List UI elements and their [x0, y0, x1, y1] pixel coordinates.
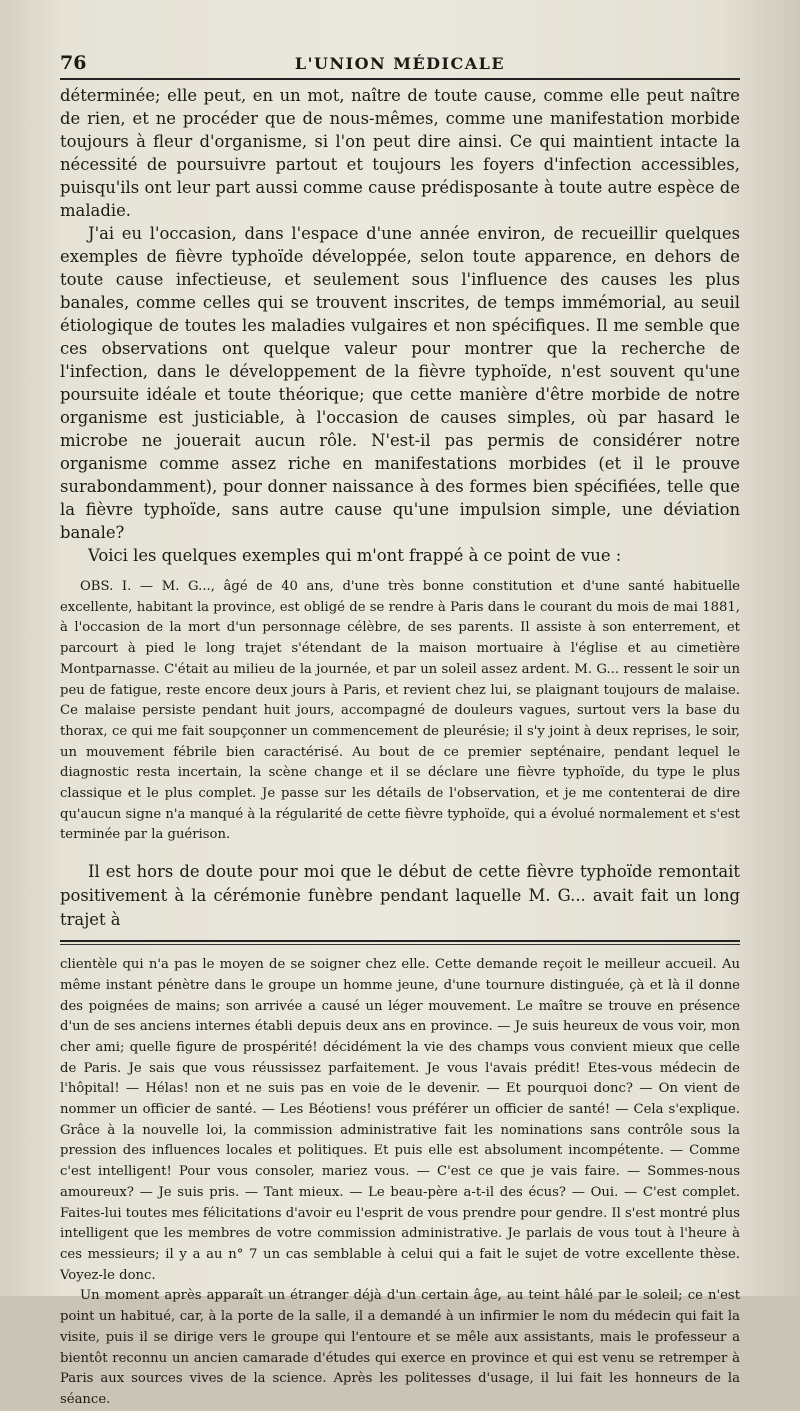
journal-title: L'UNION MÉDICALE — [294, 54, 506, 73]
feuilleton-section — [60, 955, 740, 1410]
observation-text: OBS. I. — M. G..., âgé de 40 ans, d'une très bonne constitution et d'une santé habituelle excellente, habitant la province, est obligé de se rendre à Paris dans le courant du mois de mai 1881, à l'occasion de la mort d'un personnage célèbre, de ses parents. Il assiste à son enterrement, et parcourt à pied le long trajet s'étendant de la maison mortuaire à l'église et au cimetière Montparnasse. C'était au milieu de la journée, et par un soleil assez ardent. M. G... ressent le soir un peu de fatigue, reste encore deux jours à Paris, et revient chez lui, se plaignant toujours de malaise. Ce malaise persiste pendant huit jours, accompagné de douleurs vagues, surtout vers la base du thorax, ce qui me fait soupçonner un commencement de pleurésie; il s'y joint à deux reprises, le soir, un mouvement fébrile bien caractérisé. Au bout de ce premier septénaire, pendant lequel le diagnostic resta incertain, la scène change et il se déclare une fièvre typhoïde, du type le plus classique et le plus complet. Je passe sur les détails de l'observation, et je me contenterai de dire qu'aucun signe n'a manqué à la régularité de cette fièvre typhoïde, qui a évolué normalement et s'est terminée par la guérison. — [60, 579, 740, 843]
article-paragraph: J'ai eu l'occasion, dans l'espace d'une année environ, de recueillir quelques exemples de fièvre typhoïde développée, selon toute apparence, en dehors de toute cause infectieuse, et seulement sous l'influence des causes les plus banales, comme celles qui se trouvent inscrites, de temps immémorial, au seuil étiologique de toutes les maladies vulgaires et non spécifiques. Il me semble que ces observations ont quelque valeur pour montrer que la recherche de l'infection, dans le développement de la fièvre typhoïde, n'est souvent qu'une poursuite idéale et toute théorique; que cette manière d'être morbide de notre organisme est justiciable, à l'occasion de causes simples, où par hasard le microbe ne jouerait aucun rôle. N'est-il pas permis de considérer notre organisme comme assez riche en manifestations morbides (et il le prouve surabondamment), pour donner naissance à des formes bien spécifiées, telle que la fièvre typhoïde, sans autre cause qu'une impulsion simple, une déviation banale? — [60, 224, 740, 542]
article-paragraph: déterminée; elle peut, en un mot, naître de toute cause, comme elle peut naître de rien, et ne procéder que de nous-mêmes, comme une manifestation morbide toujours à fleur d'organisme, si l'on peut dire ainsi. Ce qui maintient intacte la nécessité de poursuivre partout et toujours les foyers d'infection accessibles, puisqu'ils ont leur part aussi comme cause prédisposante à toute autre espèce de maladie. — [60, 86, 740, 220]
page-header — [60, 48, 740, 80]
page-number: 76 — [60, 52, 87, 74]
feuilleton-divider — [60, 940, 740, 942]
article-paragraph: Voici les quelques exemples qui m'ont frappé à ce point de vue : — [88, 546, 622, 565]
continuation-block — [60, 860, 740, 932]
continuation-text: Il est hors de doute pour moi que le début de cette fièvre typhoïde remontait positivement à la cérémonie funèbre pendant laquelle M. G... avait fait un long trajet à — [60, 862, 740, 930]
observation-block — [60, 577, 740, 846]
feuilleton-divider-thin — [60, 944, 740, 945]
feuilleton-paragraph: Un moment après apparaît un étranger déjà d'un certain âge, au teint hâlé par le soleil; ce n'est point un habitué, car, à la porte de la salle, il a demandé à un infirmier le nom du médecin qui fait la visite, puis il se dirige vers le groupe qui l'entoure et se mêle aux assistants, mais le professeur a bientôt reconnu un ancien camarade d'études qui exerce en province et qui est venu se retremper à Paris aux sources vives de la science. Après les politesses d'usage, il lui fait les honneurs de la séance. — [60, 1288, 740, 1407]
feuilleton-paragraph: clientèle qui n'a pas le moyen de se soigner chez elle. Cette demande reçoit le meilleur accueil. Au même instant pénètre dans le groupe un homme jeune, d'une tournure distinguée, çà et là il donne des poignées de mains; son arrivée a causé un léger mouvement. Le maître se trouve en présence d'un de ses anciens internes établi depuis deux ans en province. — Je suis heureux de vous voir, mon cher ami; quelle figure de prospérité! décidément la vie des champs vous convient mieux que celle de Paris. Je sais que vous réussissez parfaitement. Je vous l'avais prédit! Etes-vous médecin de l'hôpital! — Hélas! non et ne suis pas en voie de le devenir. — Et pourquoi donc? — On vient de nommer un officier de santé. — Les Béotiens! vous préférer un officier de santé! — Cela s'explique. Grâce à la nouvelle loi, la commission administrative fait les nominations sans contrôle sous la pression des influences locales et politiques. Et puis elle est absolument incompétente. — Comme c'est intelligent! Pour vous consoler, mariez vous. — C'est ce que je vais faire. — Sommes-nous amoureux? — Je suis pris. — Tant mieux. — Le beau-père a-t-il des écus? — Oui. — C'est complet. Faites-lui toutes mes félicitations d'avoir eu l'esprit de vous prendre pour gendre. Il s'est montré plus intelligent que les membres de votre commission administrative. Je parlais de vous tout à l'heure à ces messieurs; il y a au n° 7 un cas semblable à celui qui a fait le sujet de votre excellente thèse. Voyez-le donc. — [60, 957, 740, 1283]
main-article — [60, 84, 740, 567]
